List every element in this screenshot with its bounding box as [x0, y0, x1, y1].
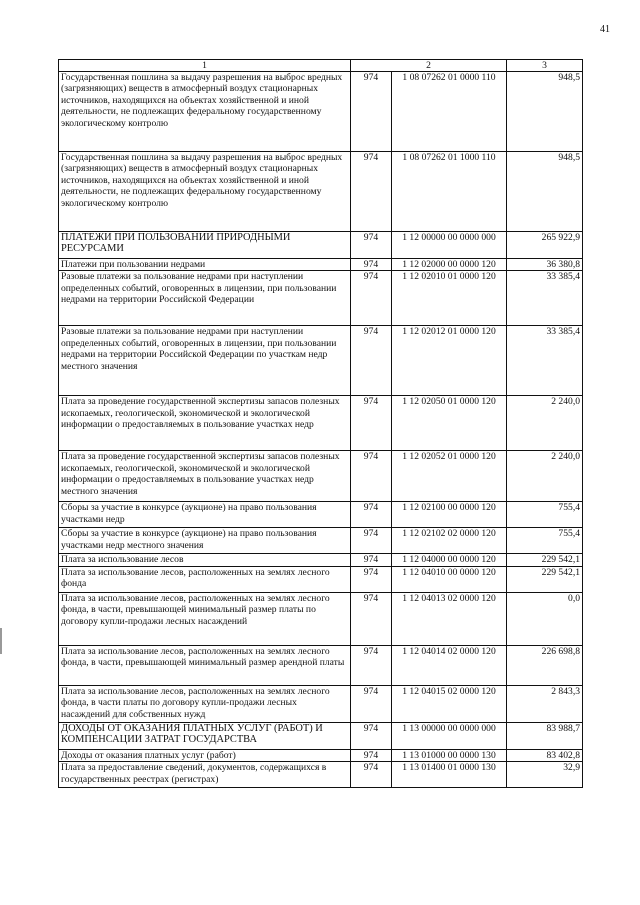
table-row [59, 451, 583, 502]
row-admin-code: 974 [351, 685, 392, 722]
row-budget-code: 1 13 01000 00 0000 130 [392, 749, 507, 761]
row-amount: 2 240,0 [507, 396, 583, 451]
row-admin-code: 974 [351, 451, 392, 502]
row-amount: 948,5 [507, 152, 583, 232]
row-admin-code: 974 [351, 528, 392, 554]
row-budget-code: 1 12 02052 01 0000 120 [392, 451, 507, 502]
row-name: ДОХОДЫ ОТ ОКАЗАНИЯ ПЛАТНЫХ УСЛУГ (РАБОТ) И КОМПЕНСАЦИИ ЗАТРАТ ГОСУДАРСТВА [59, 722, 351, 749]
row-name: Сборы за участие в конкурсе (аукционе) на право пользования участками недр местного значения [59, 528, 351, 554]
row-name: Плата за использование лесов, расположенных на землях лесного фонда, в части платы по договору купли-продажи лесных насаждений для собственных нужд [59, 685, 351, 722]
row-admin-code: 974 [351, 326, 392, 396]
page-number: 41 [600, 24, 610, 35]
table-row [59, 326, 583, 396]
table-row [59, 762, 583, 788]
row-name: Государственная пошлина за выдачу разрешения на выброс вредных (загрязняющих) веществ в атмосферный воздух стационарных источников, находящихся на объектах хозяйственной и иной деятельности, не подлежащих федеральному государственному экологическому контролю [59, 72, 351, 152]
header-col-1: 1 [59, 60, 351, 72]
row-admin-code: 974 [351, 645, 392, 685]
row-amount: 2 843,3 [507, 685, 583, 722]
row-name: Доходы от оказания платных услуг (работ) [59, 749, 351, 761]
row-budget-code: 1 12 04000 00 0000 120 [392, 554, 507, 566]
row-amount: 226 698,8 [507, 645, 583, 685]
table-row [59, 259, 583, 271]
row-name: Платежи при пользовании недрами [59, 259, 351, 271]
row-name: Разовые платежи за пользование недрами при наступлении определенных событий, оговоренных в лицензии, при пользовании недрами на территории Российской Федерации по участкам недр местного значения [59, 326, 351, 396]
row-name: Плата за проведение государственной экспертизы запасов полезных ископаемых, геологической, экономической и экологической информации о предоставляемых в пользование участках недр [59, 396, 351, 451]
row-amount: 229 542,1 [507, 566, 583, 592]
row-budget-code: 1 12 00000 00 0000 000 [392, 232, 507, 259]
row-amount: 948,5 [507, 72, 583, 152]
row-admin-code: 974 [351, 259, 392, 271]
row-admin-code: 974 [351, 762, 392, 788]
row-name: Плата за использование лесов, расположенных на землях лесного фонда, в части, превышающей минимальный размер платы по договору купли-продажи лесных насаждений [59, 592, 351, 645]
row-budget-code: 1 12 04014 02 0000 120 [392, 645, 507, 685]
row-amount: 36 380,8 [507, 259, 583, 271]
row-admin-code: 974 [351, 271, 392, 326]
row-admin-code: 974 [351, 72, 392, 152]
table-row [59, 502, 583, 528]
row-name: Сборы за участие в конкурсе (аукционе) на право пользования участками недр [59, 502, 351, 528]
row-admin-code: 974 [351, 152, 392, 232]
row-admin-code: 974 [351, 566, 392, 592]
row-admin-code: 974 [351, 722, 392, 749]
row-name: Государственная пошлина за выдачу разрешения на выброс вредных (загрязняющих) веществ в атмосферный воздух стационарных источников, находящихся на объектах хозяйственной и иной деятельности, не подлежащих федеральному государственному экологическому контролю [59, 152, 351, 232]
row-name: Разовые платежи за пользование недрами при наступлении определенных событий, оговоренных в лицензии, при пользовании недрами на территории Российской Федерации [59, 271, 351, 326]
row-budget-code: 1 12 02100 00 0000 120 [392, 502, 507, 528]
row-amount: 755,4 [507, 502, 583, 528]
row-amount: 32,9 [507, 762, 583, 788]
row-name: Плата за использование лесов [59, 554, 351, 566]
table-row [59, 72, 583, 152]
row-name: Плата за использование лесов, расположенных на землях лесного фонда, в части, превышающей минимальный размер арендной платы [59, 645, 351, 685]
row-admin-code: 974 [351, 592, 392, 645]
row-amount: 265 922,9 [507, 232, 583, 259]
table-row [59, 152, 583, 232]
header-col-2: 2 [351, 60, 507, 72]
row-name: Плата за использование лесов, расположенных на землях лесного фонда [59, 566, 351, 592]
scan-edge-mark [0, 628, 2, 654]
row-admin-code: 974 [351, 502, 392, 528]
row-budget-code: 1 12 02102 02 0000 120 [392, 528, 507, 554]
row-budget-code: 1 12 02000 00 0000 120 [392, 259, 507, 271]
table-row [59, 722, 583, 749]
header-col-3: 3 [507, 60, 583, 72]
row-name: ПЛАТЕЖИ ПРИ ПОЛЬЗОВАНИИ ПРИРОДНЫМИ РЕСУРСАМИ [59, 232, 351, 259]
table-row [59, 566, 583, 592]
row-amount: 2 240,0 [507, 451, 583, 502]
row-name: Плата за проведение государственной экспертизы запасов полезных ископаемых, геологической, экономической и экологической информации о предоставляемых в пользование участках недр местного значения [59, 451, 351, 502]
row-amount: 0,0 [507, 592, 583, 645]
table-row [59, 749, 583, 761]
row-amount: 33 385,4 [507, 326, 583, 396]
table-row [59, 232, 583, 259]
row-admin-code: 974 [351, 396, 392, 451]
row-amount: 33 385,4 [507, 271, 583, 326]
row-amount: 83 988,7 [507, 722, 583, 749]
table-row [59, 528, 583, 554]
row-budget-code: 1 12 02010 01 0000 120 [392, 271, 507, 326]
row-budget-code: 1 12 04013 02 0000 120 [392, 592, 507, 645]
table-row [59, 554, 583, 566]
row-amount: 83 402,8 [507, 749, 583, 761]
row-amount: 755,4 [507, 528, 583, 554]
row-budget-code: 1 12 02050 01 0000 120 [392, 396, 507, 451]
table-row [59, 271, 583, 326]
row-admin-code: 974 [351, 554, 392, 566]
row-budget-code: 1 12 04015 02 0000 120 [392, 685, 507, 722]
row-admin-code: 974 [351, 749, 392, 761]
row-budget-code: 1 08 07262 01 0000 110 [392, 72, 507, 152]
revenue-table [58, 59, 583, 788]
row-budget-code: 1 13 00000 00 0000 000 [392, 722, 507, 749]
row-admin-code: 974 [351, 232, 392, 259]
table-row [59, 592, 583, 645]
table-row [59, 396, 583, 451]
row-budget-code: 1 13 01400 01 0000 130 [392, 762, 507, 788]
row-amount: 229 542,1 [507, 554, 583, 566]
row-name: Плата за предоставление сведений, документов, содержащихся в государственных реестрах (регистрах) [59, 762, 351, 788]
table-row [59, 645, 583, 685]
row-budget-code: 1 08 07262 01 1000 110 [392, 152, 507, 232]
table-header-row [59, 60, 583, 72]
table-row [59, 685, 583, 722]
row-budget-code: 1 12 02012 01 0000 120 [392, 326, 507, 396]
row-budget-code: 1 12 04010 00 0000 120 [392, 566, 507, 592]
